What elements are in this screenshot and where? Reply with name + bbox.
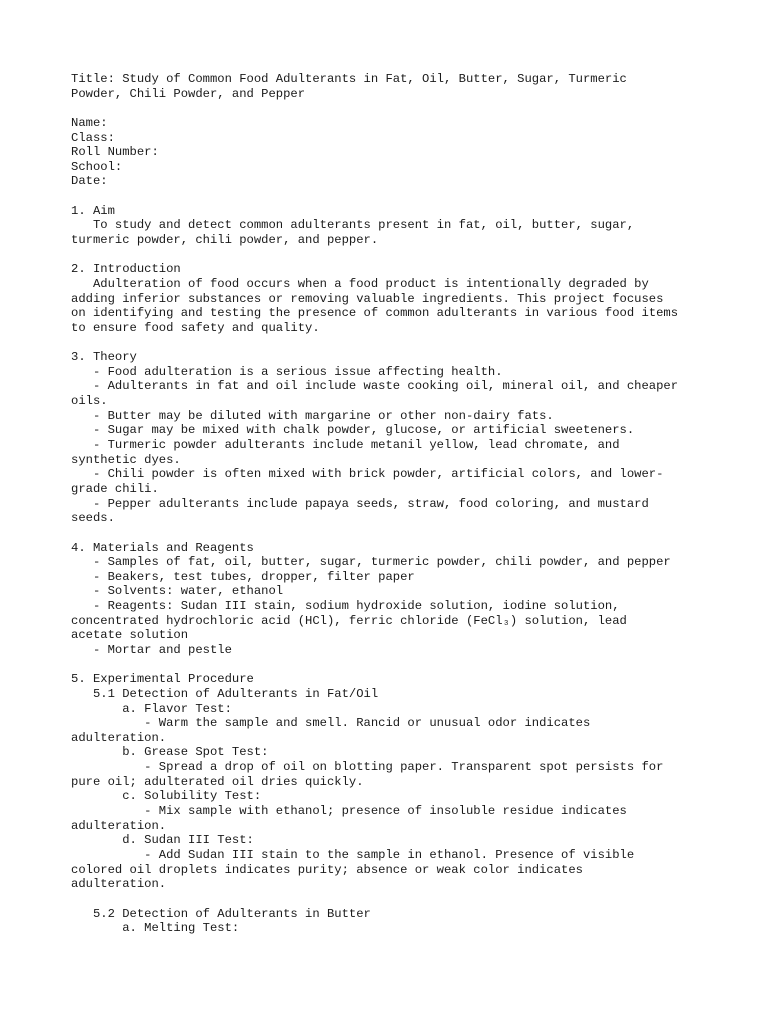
document-line: acetate solution bbox=[71, 628, 189, 643]
document-line: oils. bbox=[71, 394, 108, 409]
document-line: Powder, Chili Powder, and Pepper bbox=[71, 86, 306, 101]
document-line bbox=[71, 189, 751, 204]
document-line: a. Flavor Test: bbox=[71, 701, 232, 716]
document-line: Title: Study of Common Food Adulterants in Fat, Oil, Butter, Sugar, Turmeric bbox=[71, 72, 627, 86]
document-line: - Adulterants in fat and oil include waste cooking oil, mineral oil, and cheaper bbox=[71, 379, 679, 394]
document-line: 4. Materials and Reagents bbox=[71, 540, 254, 555]
document-line: - Pepper adulterants include papaya seeds, straw, food coloring, and mustard bbox=[71, 496, 649, 511]
document-line: Class: bbox=[71, 130, 115, 145]
document-line: c. Solubility Test: bbox=[71, 789, 262, 804]
document-line: concentrated hydrochloric acid (HCl), ferric chloride (FeCl₃) solution, lead bbox=[71, 613, 627, 628]
document-line: - Add Sudan III stain to the sample in ethanol. Presence of visible bbox=[71, 847, 635, 862]
document-line: - Solvents: water, ethanol bbox=[71, 584, 284, 599]
document-line: b. Grease Spot Test: bbox=[71, 745, 269, 760]
document-line: School: bbox=[71, 159, 123, 174]
document-line: Name: bbox=[71, 115, 108, 130]
document-line: d. Sudan III Test: bbox=[71, 833, 254, 848]
document-line: 5. Experimental Procedure bbox=[71, 672, 254, 687]
document-line: - Reagents: Sudan III stain, sodium hydroxide solution, iodine solution, bbox=[71, 599, 620, 614]
document-line bbox=[71, 526, 751, 541]
document-line: - Butter may be diluted with margarine or other non-dairy fats. bbox=[71, 408, 554, 423]
document-line: 3. Theory bbox=[71, 350, 137, 365]
document-line: 1. Aim bbox=[71, 203, 115, 218]
document-line: adulteration. bbox=[71, 730, 167, 745]
document-line: adulteration. bbox=[71, 877, 167, 892]
document-line: adding inferior substances or removing valuable ingredients. This project focuses bbox=[71, 291, 664, 306]
document-line: - Warm the sample and smell. Rancid or unusual odor indicates bbox=[71, 716, 591, 731]
document-line: 2. Introduction bbox=[71, 262, 181, 277]
document-line: - Mix sample with ethanol; presence of insoluble residue indicates bbox=[71, 804, 627, 819]
document-line: on identifying and testing the presence of common adulterants in various food items bbox=[71, 306, 679, 321]
document-line: - Samples of fat, oil, butter, sugar, turmeric powder, chili powder, and pepper bbox=[71, 555, 671, 570]
document-line: seeds. bbox=[71, 511, 115, 526]
document-line: turmeric powder, chili powder, and pepper. bbox=[71, 233, 379, 248]
document-line: To study and detect common adulterants present in fat, oil, butter, sugar, bbox=[71, 218, 635, 233]
document-line: - Spread a drop of oil on blotting paper. Transparent spot persists for bbox=[71, 760, 664, 775]
document-line: - Food adulteration is a serious issue affecting health. bbox=[71, 364, 503, 379]
document-line: 5.2 Detection of Adulterants in Butter bbox=[71, 906, 371, 921]
document-line: a. Melting Test: bbox=[71, 921, 240, 936]
document-line: pure oil; adulterated oil dries quickly. bbox=[71, 774, 364, 789]
document-line: 5.1 Detection of Adulterants in Fat/Oil bbox=[71, 686, 379, 701]
document-line: - Sugar may be mixed with chalk powder, glucose, or artificial sweeteners. bbox=[71, 423, 635, 438]
document-line: to ensure food safety and quality. bbox=[71, 320, 320, 335]
document-line: Date: bbox=[71, 174, 108, 189]
document-line: - Chili powder is often mixed with brick powder, artificial colors, and lower- bbox=[71, 467, 664, 482]
document-line: Roll Number: bbox=[71, 145, 159, 160]
document-line bbox=[71, 248, 751, 263]
document-line bbox=[71, 658, 751, 673]
document-line: colored oil droplets indicates purity; absence or weak color indicates bbox=[71, 862, 583, 877]
document-line: grade chili. bbox=[71, 481, 159, 496]
document-line bbox=[71, 336, 751, 351]
document-line bbox=[71, 892, 751, 907]
document-line: - Turmeric powder adulterants include metanil yellow, lead chromate, and bbox=[71, 438, 620, 453]
document-line: Adulteration of food occurs when a food product is intentionally degraded by bbox=[71, 276, 649, 291]
document-line: synthetic dyes. bbox=[71, 452, 181, 467]
document-line bbox=[71, 101, 751, 116]
document-text bbox=[71, 72, 751, 936]
document-line: adulteration. bbox=[71, 818, 167, 833]
document-line: - Beakers, test tubes, dropper, filter paper bbox=[71, 569, 415, 584]
document-line: - Mortar and pestle bbox=[71, 642, 232, 657]
